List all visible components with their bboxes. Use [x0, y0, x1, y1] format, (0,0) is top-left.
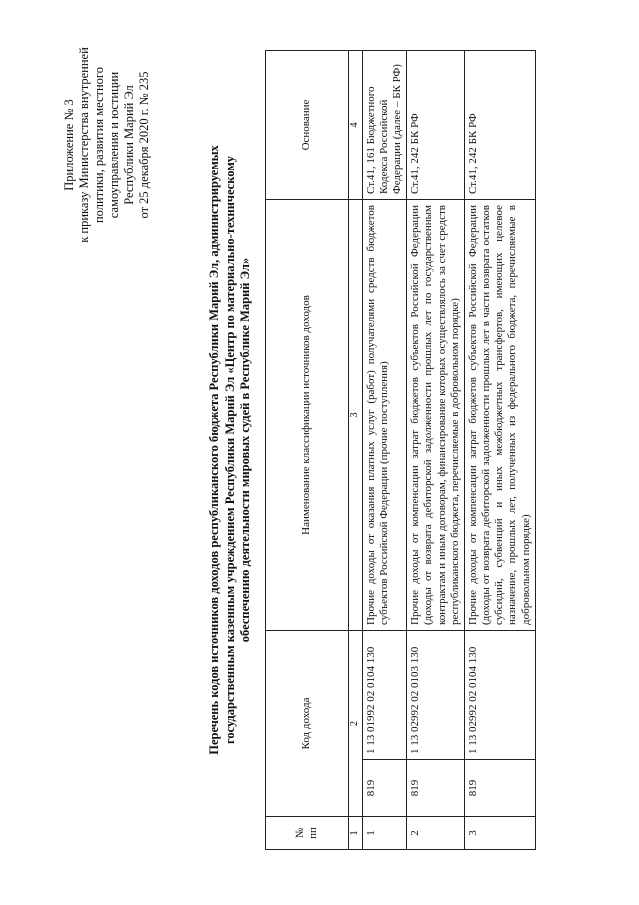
row-number: 2 [407, 817, 465, 850]
admin-code: 819 [464, 760, 535, 817]
annex-line: Республики Марий Эл [122, 85, 136, 205]
annex-line: к приказу Министерства внутренней [77, 47, 91, 243]
table-header-row [266, 51, 349, 850]
income-name: Прочие доходы от компенсации затрат бюджетов субъектов Российской Федерации (доходы от возврата дебиторской задолженности прошлых лет в части возврата остатков субсидий, субвенций и иных межбюджетных трансфертов, имеющих целевое назначение, прошлых лет, полученных из федерального бюджета, перечисляемые в добровольном порядке) [464, 200, 535, 631]
row-number: 3 [464, 817, 535, 850]
column-number: 1 [349, 817, 363, 850]
annex-line: самоуправления и юстиции [107, 71, 121, 219]
income-name: Прочие доходы от компенсации затрат бюджетов субъектов Российской Федерации (доходы от возврата дебиторской задолженности прошлых лет по государственным контрактам и иным договорам, финансирование которых осуществлялось за счет средств республиканского бюджета, перечисляемые в добровольном порядке) [407, 200, 465, 631]
annex-line: Приложение № 3 [62, 99, 76, 191]
basis: Ст.41, 242 БК РФ [464, 51, 535, 200]
admin-code: 819 [362, 760, 407, 817]
annex-line: от 25 декабря 2020 г. № 235 [137, 71, 151, 219]
document-title [207, 55, 254, 845]
income-name: Прочие доходы от оказания платных услуг (работ) получателями средств бюджетов субъектов Российской Федерации (прочие поступления) [362, 200, 407, 631]
admin-code: 819 [407, 760, 465, 817]
title-line: государственным казенным учреждением Республики Марий Эл «Центр по материально-техническому [222, 155, 237, 745]
title-line: обеспечению деятельности мировых судей в Республике Марий Эл» [238, 257, 253, 643]
column-number-row [349, 51, 363, 850]
annex-line: политики, развития местного [92, 67, 106, 224]
income-codes-table [265, 50, 536, 850]
annex-block [62, 35, 152, 255]
table-row [362, 51, 407, 850]
header-basis: Основание [266, 51, 349, 200]
title-line: Перечень кодов источников доходов республиканского бюджета Республики Марий Эл, администрируемых [207, 145, 221, 755]
column-number: 4 [349, 51, 363, 200]
basis: Ст.41, 161 Бюджетного Кодекса Российской Федерации (далее – БК РФ) [362, 51, 407, 200]
column-number: 3 [349, 200, 363, 631]
header-code: Код дохода [266, 631, 349, 817]
basis: Ст.41, 242 БК РФ [407, 51, 465, 200]
table-row [464, 51, 535, 850]
row-number: 1 [362, 817, 407, 850]
table-row [407, 51, 465, 850]
header-name: Наименование классификации источников доходов [266, 200, 349, 631]
income-code: 1 13 02992 02 0104 130 [464, 631, 535, 760]
header-num: № пп [266, 817, 349, 850]
income-code: 1 13 02992 02 0103 130 [407, 631, 465, 760]
income-code: 1 13 01992 02 0104 130 [362, 631, 407, 760]
column-number: 2 [349, 631, 363, 817]
